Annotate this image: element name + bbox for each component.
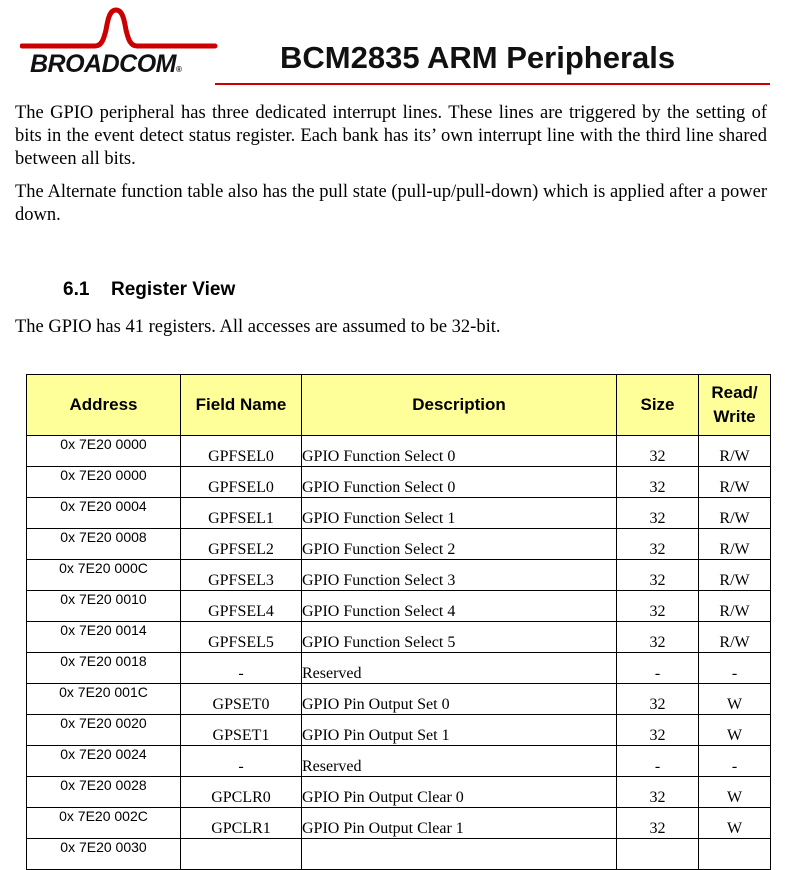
table-body <box>27 436 771 870</box>
cell-description <box>302 839 617 870</box>
header-rule <box>215 83 770 85</box>
cell-field-name <box>181 839 302 870</box>
header-field-name: Field Name <box>181 375 302 436</box>
cell-size: 32 <box>617 684 699 715</box>
cell-field-name: GPFSEL0 <box>181 467 302 498</box>
cell-read-write: W <box>699 715 771 746</box>
cell-size: 32 <box>617 498 699 529</box>
cell-read-write: - <box>699 653 771 684</box>
table-row <box>27 684 771 715</box>
cell-field-name: GPFSEL3 <box>181 560 302 591</box>
cell-size: 32 <box>617 560 699 591</box>
paragraph-register-count: The GPIO has 41 registers. All accesses are assumed to be 32-bit. <box>15 317 501 337</box>
cell-size: 32 <box>617 715 699 746</box>
cell-description: GPIO Pin Output Clear 0 <box>302 777 617 808</box>
section-title: Register View <box>111 279 236 300</box>
cell-field-name: GPFSEL2 <box>181 529 302 560</box>
section-heading <box>63 279 235 301</box>
paragraph-interrupts: The GPIO peripheral has three dedicated interrupt lines. These lines are triggered by the setting of bits in the event detect status register. Each bank has its’ own interrupt line with the third line shared between all bits. <box>15 103 767 169</box>
cell-address: 0x 7E20 001C <box>27 684 181 715</box>
cell-address: 0x 7E20 0018 <box>27 653 181 684</box>
cell-description: GPIO Function Select 0 <box>302 467 617 498</box>
document-title: BCM2835 ARM Peripherals <box>280 40 676 75</box>
cell-size: 32 <box>617 622 699 653</box>
table-row <box>27 591 771 622</box>
cell-read-write: - <box>699 746 771 777</box>
cell-read-write: R/W <box>699 498 771 529</box>
cell-read-write: R/W <box>699 436 771 467</box>
cell-description: GPIO Function Select 4 <box>302 591 617 622</box>
section-number: 6.1 <box>63 279 90 300</box>
cell-read-write: R/W <box>699 622 771 653</box>
cell-description: Reserved <box>302 746 617 777</box>
register-table <box>26 374 771 870</box>
cell-description: Reserved <box>302 653 617 684</box>
table-row <box>27 467 771 498</box>
cell-field-name: GPFSEL1 <box>181 498 302 529</box>
cell-read-write: W <box>699 808 771 839</box>
header-address: Address <box>27 375 181 436</box>
cell-description: GPIO Function Select 2 <box>302 529 617 560</box>
page-header <box>0 0 794 100</box>
cell-field-name: GPFSEL0 <box>181 436 302 467</box>
cell-address: 0x 7E20 0010 <box>27 591 181 622</box>
cell-address: 0x 7E20 002C <box>27 808 181 839</box>
broadcom-logo-text: BROADCOM® <box>30 50 182 78</box>
cell-size <box>617 839 699 870</box>
cell-field-name: GPSET1 <box>181 715 302 746</box>
cell-description: GPIO Function Select 3 <box>302 560 617 591</box>
cell-field-name: - <box>181 653 302 684</box>
cell-description: GPIO Function Select 1 <box>302 498 617 529</box>
header-description: Description <box>302 375 617 436</box>
cell-field-name: GPCLR1 <box>181 808 302 839</box>
cell-size: - <box>617 746 699 777</box>
table-row <box>27 529 771 560</box>
cell-address: 0x 7E20 0000 <box>27 467 181 498</box>
cell-description: GPIO Function Select 0 <box>302 436 617 467</box>
cell-read-write: W <box>699 684 771 715</box>
cell-address: 0x 7E20 0020 <box>27 715 181 746</box>
cell-description: GPIO Pin Output Set 1 <box>302 715 617 746</box>
table-row <box>27 746 771 777</box>
cell-address: 0x 7E20 0030 <box>27 839 181 870</box>
table-row <box>27 498 771 529</box>
header-read-write: Read/ Write <box>699 375 771 436</box>
cell-address: 0x 7E20 0024 <box>27 746 181 777</box>
cell-address: 0x 7E20 0008 <box>27 529 181 560</box>
cell-read-write: R/W <box>699 529 771 560</box>
cell-address: 0x 7E20 0004 <box>27 498 181 529</box>
cell-field-name: - <box>181 746 302 777</box>
paragraph-pull-state: The Alternate function table also has the pull state (pull-up/pull-down) which is applied after a power down. <box>15 182 767 225</box>
table-row <box>27 560 771 591</box>
table-row <box>27 808 771 839</box>
cell-description: GPIO Function Select 5 <box>302 622 617 653</box>
cell-size: 32 <box>617 808 699 839</box>
cell-address: 0x 7E20 0000 <box>27 436 181 467</box>
cell-size: 32 <box>617 529 699 560</box>
table-row <box>27 622 771 653</box>
cell-read-write: R/W <box>699 467 771 498</box>
table-row <box>27 839 771 870</box>
cell-field-name: GPFSEL4 <box>181 591 302 622</box>
cell-field-name: GPSET0 <box>181 684 302 715</box>
cell-read-write: R/W <box>699 560 771 591</box>
cell-address: 0x 7E20 0028 <box>27 777 181 808</box>
cell-read-write: R/W <box>699 591 771 622</box>
cell-size: 32 <box>617 777 699 808</box>
table-header-row <box>27 375 771 436</box>
cell-size: - <box>617 653 699 684</box>
cell-size: 32 <box>617 467 699 498</box>
cell-address: 0x 7E20 0014 <box>27 622 181 653</box>
table-row <box>27 715 771 746</box>
cell-size: 32 <box>617 436 699 467</box>
cell-read-write <box>699 839 771 870</box>
cell-field-name: GPCLR0 <box>181 777 302 808</box>
table-row <box>27 653 771 684</box>
table-row <box>27 436 771 467</box>
cell-size: 32 <box>617 591 699 622</box>
table-row <box>27 777 771 808</box>
cell-description: GPIO Pin Output Set 0 <box>302 684 617 715</box>
cell-description: GPIO Pin Output Clear 1 <box>302 808 617 839</box>
cell-address: 0x 7E20 000C <box>27 560 181 591</box>
header-size: Size <box>617 375 699 436</box>
broadcom-logo-icon <box>20 6 220 56</box>
cell-field-name: GPFSEL5 <box>181 622 302 653</box>
cell-read-write: W <box>699 777 771 808</box>
